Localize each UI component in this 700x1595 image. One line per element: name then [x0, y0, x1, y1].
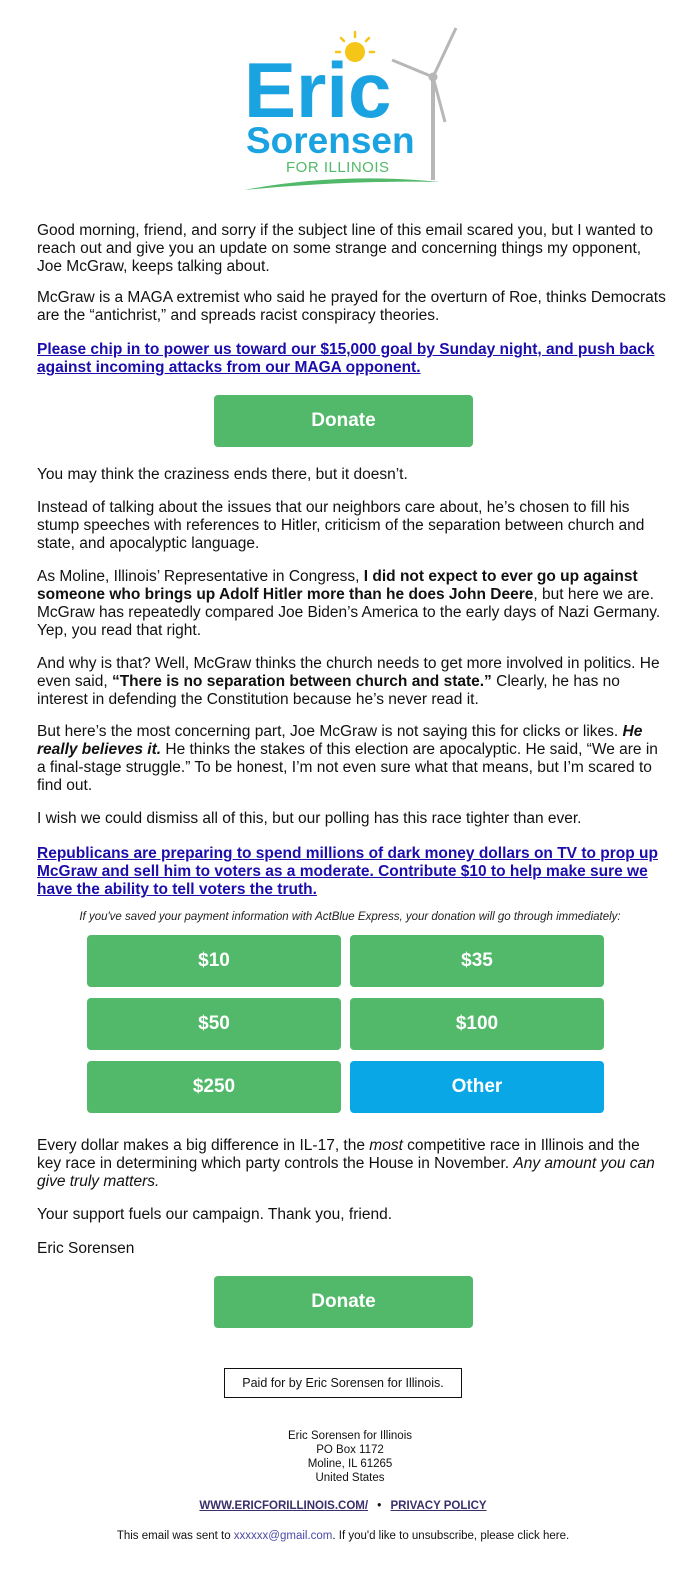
paragraph-link-goal: [37, 341, 667, 377]
address-line-4: United States: [315, 1472, 385, 1484]
amount-button-other[interactable]: Other: [350, 1061, 604, 1113]
footer-links: [0, 1500, 686, 1512]
paragraph-concerning: [37, 723, 667, 795]
logo-first-name: Eric: [244, 46, 392, 134]
paragraph-issues: Instead of talking about the issues that our neighbors care about, he’s chosen to fill his stump speeches with references to Hitler, criticism of the separation between church and state, and apocalyptic language.: [37, 499, 645, 552]
dollar-text-most: most: [369, 1137, 403, 1154]
paragraph-thanks: Your support fuels our campaign. Thank you, friend.: [37, 1206, 392, 1223]
paid-for-disclaimer: Paid for by Eric Sorensen for Illinois.: [224, 1368, 462, 1398]
dollar-text-c: competitive race in Illinois and the key race in determining which party controls the House in November.: [37, 1137, 640, 1172]
dollar-text-a: Every dollar makes a big difference in IL-17, the: [37, 1137, 370, 1154]
sent-text-a: This email was sent to: [116, 1530, 234, 1542]
paragraph-maga: McGraw is a MAGA extremist who said he prayed for the overturn of Roe, thinks Democrats are the “antichrist,” and spreads racist conspiracy theories.: [37, 289, 666, 324]
footer-separator: •: [377, 1500, 382, 1512]
amount-button-50[interactable]: $50: [87, 998, 341, 1050]
paragraph-craziness: You may think the craziness ends there, but it doesn’t.: [37, 466, 408, 483]
sent-text-b[interactable]: . If you'd like to unsubscribe, please click here.: [332, 1530, 570, 1542]
signature: Eric Sorensen: [37, 1240, 135, 1257]
actblue-express-note: If you've saved your payment information with ActBlue Express, your donation will go through immediately:: [79, 911, 621, 923]
sent-to-notice: [0, 1530, 686, 1542]
moline-text-a: As Moline, Illinois’ Representative in Congress,: [37, 568, 364, 585]
website-link[interactable]: WWW.ERICFORILLINOIS.COM/: [199, 1500, 369, 1512]
paragraph-church: [37, 655, 667, 709]
moline-text-bold: I did not expect to ever go up against someone who brings up Adolf Hitler more than he does John Deere: [37, 568, 638, 603]
truth-donation-link[interactable]: Republicans are preparing to spend millions of dark money dollars on TV to prop up McGraw and sell him to voters as a moderate. Contribute $10 to help make sure we have the ability to tell voters the truth.: [37, 845, 658, 898]
logo-swoosh: [244, 178, 440, 190]
goal-donation-link[interactable]: Please chip in to power us toward our $15,000 goal by Sunday night, and push back against incoming attacks from our MAGA opponent.: [37, 341, 655, 376]
concerning-text-c: He thinks the stakes of this election are apocalyptic. He said, “We are in a final-stage struggle.” To be honest, I’m not even sure what that means, but I’m scared to find out.: [37, 741, 658, 794]
address-line-3: Moline, IL 61265: [307, 1458, 393, 1470]
address-line-2: PO Box 1172: [316, 1444, 384, 1456]
dollar-text-any-amount: Any amount you can give truly matters.: [37, 1155, 655, 1190]
church-text-a: And why is that? Well, McGraw thinks the church needs to get more involved in politics. He even said,: [37, 655, 660, 690]
donate-button-bottom[interactable]: Donate: [214, 1276, 473, 1328]
amount-button-100[interactable]: $100: [350, 998, 604, 1050]
paragraph-every-dollar: [37, 1137, 667, 1191]
amount-button-250[interactable]: $250: [87, 1061, 341, 1113]
moline-text-c: , but here we are. McGraw has repeatedly compared Joe Biden’s America to the early days of Nazi Germany. Yep, you read that right.: [37, 586, 661, 639]
paragraph-polling: I wish we could dismiss all of this, but our polling has this race tighter than ever.: [37, 810, 582, 827]
logo-tagline: FOR ILLINOIS: [286, 159, 390, 176]
concerning-emphasis: He really believes it.: [37, 723, 643, 758]
logo-graphic: [240, 22, 470, 197]
address-line-1: Eric Sorensen for Illinois: [288, 1430, 412, 1442]
logo-last-name: Sorensen: [246, 120, 415, 161]
paragraph-moline: [37, 568, 667, 640]
paragraph-link-truth: [37, 845, 667, 899]
paragraph-intro: Good morning, friend, and sorry if the subject line of this email scared you, but I wanted to reach out and give you an update on some strange and concerning things my opponent, Joe McGraw, keeps talking about.: [37, 222, 654, 275]
church-text-c: Clearly, he has no interest in defending the Constitution because he’s never read it.: [37, 673, 620, 708]
church-quote: “There is no separation between church and state.”: [111, 673, 492, 690]
amount-button-10[interactable]: $10: [87, 935, 341, 987]
recipient-email[interactable]: xxxxxx@gmail.com: [233, 1530, 333, 1542]
concerning-text-a: But here’s the most concerning part, Joe McGraw is not saying this for clicks or likes.: [37, 723, 623, 740]
amount-button-35[interactable]: $35: [350, 935, 604, 987]
donate-button-top[interactable]: Donate: [214, 395, 473, 447]
campaign-logo: [240, 22, 470, 197]
privacy-policy-link[interactable]: PRIVACY POLICY: [390, 1500, 487, 1512]
